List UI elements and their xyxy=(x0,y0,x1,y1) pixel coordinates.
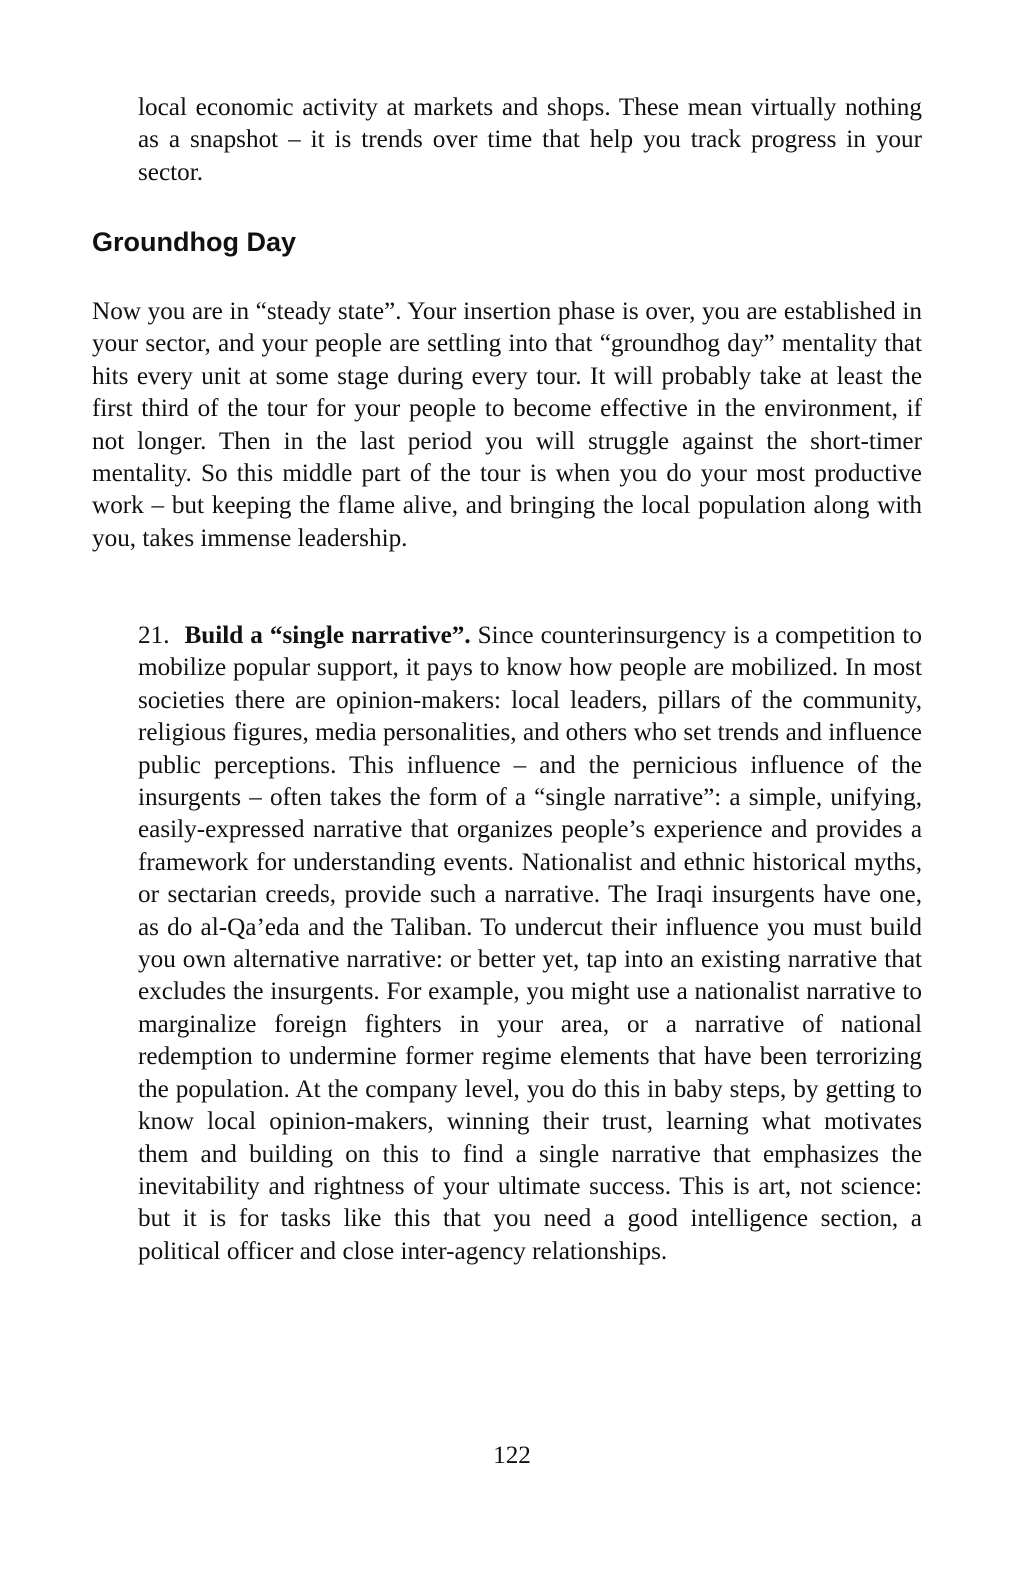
intro-paragraph: Now you are in “steady state”. Your insertion phase is over, you are established in your sector, and your people are settling into that “groundhog day” mentality that hits every unit at some stage during every tour. It will probably take at least the first third of the tour for your people to become effective in the environment, if not longer. Then in the last period you will struggle against the short-timer mentality. So this middle part of the tour is when you do your most productive work – but keeping the flame alive, and bringing the local population along with you, takes immense leadership. xyxy=(92,298,922,552)
item-text: Since counterinsurgency is a competition to mobilize popular support, it pays to know how people are mobilized. In most societies there are opinion-makers: local leaders, pillars of the community, religious figures, media personalities, and others who set trends and influence public perceptions. This influence – and the pernicious influence of the insurgents – often takes the form of a “single narrative”: a simple, unifying, easily-expressed narrative that organizes people’s experience and provides a framework for understanding events. Nationalist and ethnic historical myths, or sectarian creeds, provide such a narrative. The Iraqi insurgents have one, as do al-Qa’eda and the Taliban. To undercut their influence you must build you own alternative narrative: or better yet, tap into an existing narrative that excludes the insurgents. For example, you might use a nationalist narrative to marginalize foreign fighters in your area, or a narrative of national redemption to undermine former regime elements that have been terrorizing the population. At the company level, you do this in baby steps, by getting to know local opinion-makers, winning their trust, learning what motivates them and building on this to find a single narrative that emphasizes the inevitability and rightness of your ultimate success. This is art, not science: but it is for tasks like this that you need a good intelligence section, a political officer and close inter-agency relationships. xyxy=(138,622,923,1265)
numbered-item-21 xyxy=(138,620,922,1268)
continuation-paragraph: local economic activity at markets and shops. These mean virtually nothing as a snapshot – it is trends over time that help you track progress in your sector. xyxy=(138,94,922,186)
item-number: 21. xyxy=(138,622,170,649)
section-heading: Groundhog Day xyxy=(92,227,296,257)
item-title: Build a “single narrative”. xyxy=(184,622,471,649)
page-number: 122 xyxy=(493,1442,531,1469)
